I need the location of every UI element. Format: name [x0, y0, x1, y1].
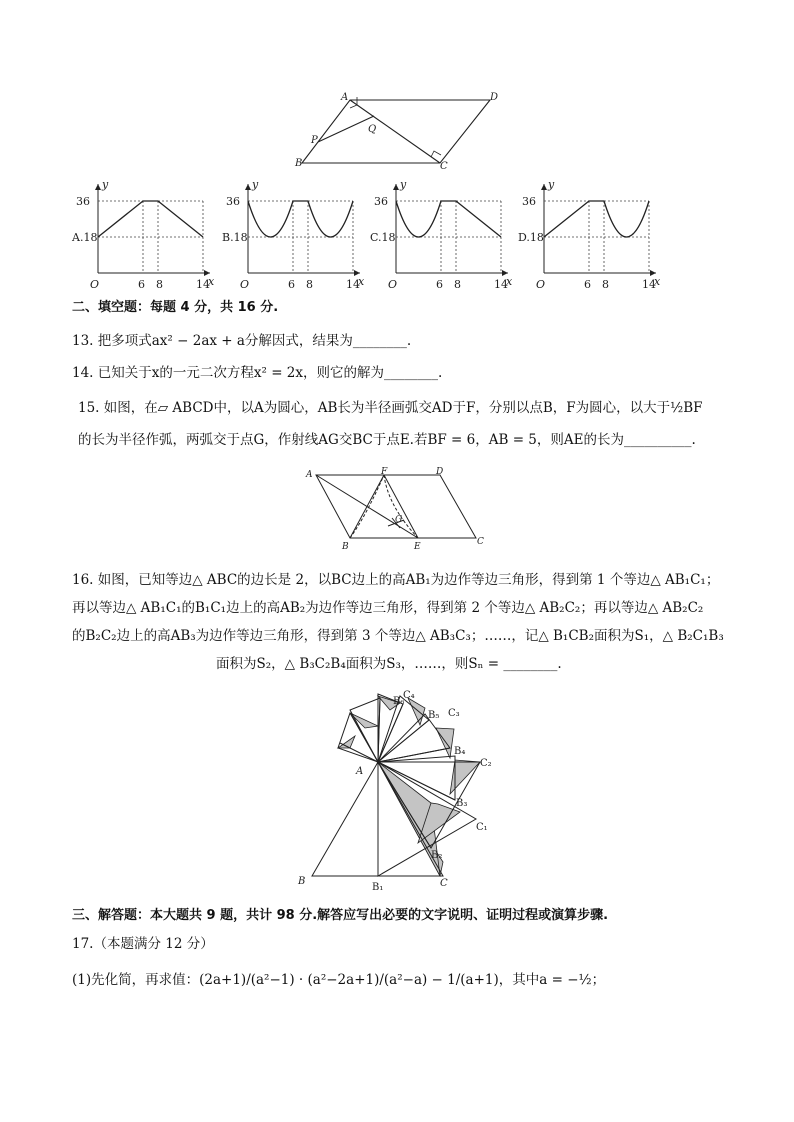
question-15-line1: 15. 如图，在▱ ABCD中，以A为圆心，AB长为半径画弧交AD于F，分别以点B，F为圆心，以大于½BF: [78, 400, 703, 416]
y-var-label: y: [102, 178, 109, 191]
parallelogram-figure: [290, 88, 510, 173]
origin-label: O: [536, 278, 546, 291]
label-D: D: [490, 92, 499, 103]
x-var-label: x: [208, 275, 215, 288]
label-B: B: [342, 542, 349, 551]
label-B5: B₅: [428, 710, 440, 721]
question-16-line2: 再以等边△ AB₁C₁的B₁C₁边上的高AB₂为边作等边三角形，得到第 2 个等边△ AB₂C₂；再以等边△ AB₂C₂: [72, 600, 704, 616]
y-axis-arrow: [541, 184, 547, 190]
label-C: C: [440, 161, 448, 172]
question-16-line4: 面积为S₂，△ B₃C₂B₄面积为S₃，……，则Sₙ = ________.: [216, 656, 562, 672]
label-Q: Q: [368, 124, 377, 135]
label-B4: B₄: [454, 746, 466, 757]
label-C1: C₁: [476, 822, 488, 833]
question-16-line3: 的B₂C₂边上的高AB₃为边作等边三角形，得到第 3 个等边△ AB₃C₃；……，记△ B₁CB₂面积为S₁，△ B₂C₁B₃: [72, 628, 724, 644]
tick-label-8: 8: [602, 278, 609, 291]
x-var-label: x: [506, 275, 513, 288]
tick-label-8: 8: [454, 278, 461, 291]
option-graph-b: [220, 178, 368, 293]
question-17-title: 17.（本题满分 12 分）: [72, 936, 214, 952]
q16-triangles-figure: [290, 688, 510, 893]
label-B1: B₁: [372, 882, 384, 893]
label-E: E: [414, 542, 421, 551]
label-F: F: [381, 467, 388, 477]
question-15-line2: 的长为半径作弧，两弧交于点G，作射线AG交BC于点E.若BF = 6，AB = 5，则AE的长为__________.: [78, 432, 696, 448]
origin-label: O: [240, 278, 250, 291]
graph-curve: [248, 201, 353, 237]
label-C: C: [440, 878, 448, 889]
q15-parallelogram-figure: [300, 466, 500, 551]
question-17-part1: (1)先化简，再求值：(2a+1)/(a²−1) · (a²−2a+1)/(a²−a) − 1/(a+1)，其中a = −½；: [72, 972, 606, 988]
label-G: G: [395, 515, 403, 525]
x-var-label: x: [654, 275, 661, 288]
tick-label-14: 14: [196, 278, 210, 291]
label-P: P: [311, 135, 318, 146]
option-label: D.18: [518, 231, 544, 244]
option-label: B.18: [222, 231, 248, 244]
option-graphs: [70, 178, 670, 293]
tick-label-8: 8: [306, 278, 313, 291]
label-B3: B₃: [456, 798, 468, 809]
tick-label-14: 14: [642, 278, 656, 291]
label-A: A: [341, 92, 349, 103]
label-C2: C₂: [480, 758, 492, 769]
tick-label-14: 14: [494, 278, 508, 291]
question-14: 14. 已知关于x的一元二次方程x² = 2x，则它的解为________.: [72, 365, 443, 381]
tick-label-36: 36: [76, 195, 90, 208]
question-13: 13. 把多项式ax² − 2ax + a分解因式，结果为________.: [72, 333, 412, 349]
y-axis-arrow: [95, 184, 101, 190]
option-label: A.18: [72, 231, 98, 244]
label-B: B: [295, 158, 303, 169]
section3-heading: 三、解答题：本大题共 9 题，共计 98 分.解答应写出必要的文字说明、证明过程或演算步骤.: [72, 908, 609, 923]
tick-label-6: 6: [138, 278, 145, 291]
y-var-label: y: [400, 178, 407, 191]
graph-curve: [544, 201, 649, 237]
origin-label: O: [388, 278, 398, 291]
tick-label-14: 14: [346, 278, 360, 291]
option-graph-d: [516, 178, 664, 293]
label-B6: B₆: [393, 696, 405, 707]
option-graph-c: [368, 178, 516, 293]
graph-curve: [98, 201, 203, 237]
tick-label-8: 8: [156, 278, 163, 291]
label-D: D: [436, 467, 444, 477]
label-B2: B₂: [431, 850, 443, 861]
y-axis-arrow: [393, 184, 399, 190]
y-var-label: y: [548, 178, 555, 191]
tick-label-6: 6: [436, 278, 443, 291]
label-C4: C₄: [403, 690, 415, 701]
section2-heading: 二、填空题：每题 4 分，共 16 分.: [72, 300, 279, 315]
tick-label-36: 36: [226, 195, 240, 208]
tick-label-6: 6: [288, 278, 295, 291]
label-A: A: [356, 766, 364, 777]
graph-curve: [396, 201, 501, 237]
label-A: A: [306, 470, 313, 480]
y-var-label: y: [252, 178, 259, 191]
label-C3: C₃: [448, 708, 460, 719]
x-var-label: x: [358, 275, 365, 288]
option-label: C.18: [370, 231, 396, 244]
tick-label-36: 36: [522, 195, 536, 208]
tick-label-36: 36: [374, 195, 388, 208]
y-axis-arrow: [245, 184, 251, 190]
label-B: B: [298, 876, 306, 887]
label-C: C: [477, 537, 484, 547]
question-16-line1: 16. 如图，已知等边△ ABC的边长是 2，以BC边上的高AB₁为边作等边三角形，得到第 1 个等边△ AB₁C₁；: [72, 572, 720, 588]
option-graph-a: [70, 178, 218, 293]
origin-label: O: [90, 278, 100, 291]
tick-label-6: 6: [584, 278, 591, 291]
